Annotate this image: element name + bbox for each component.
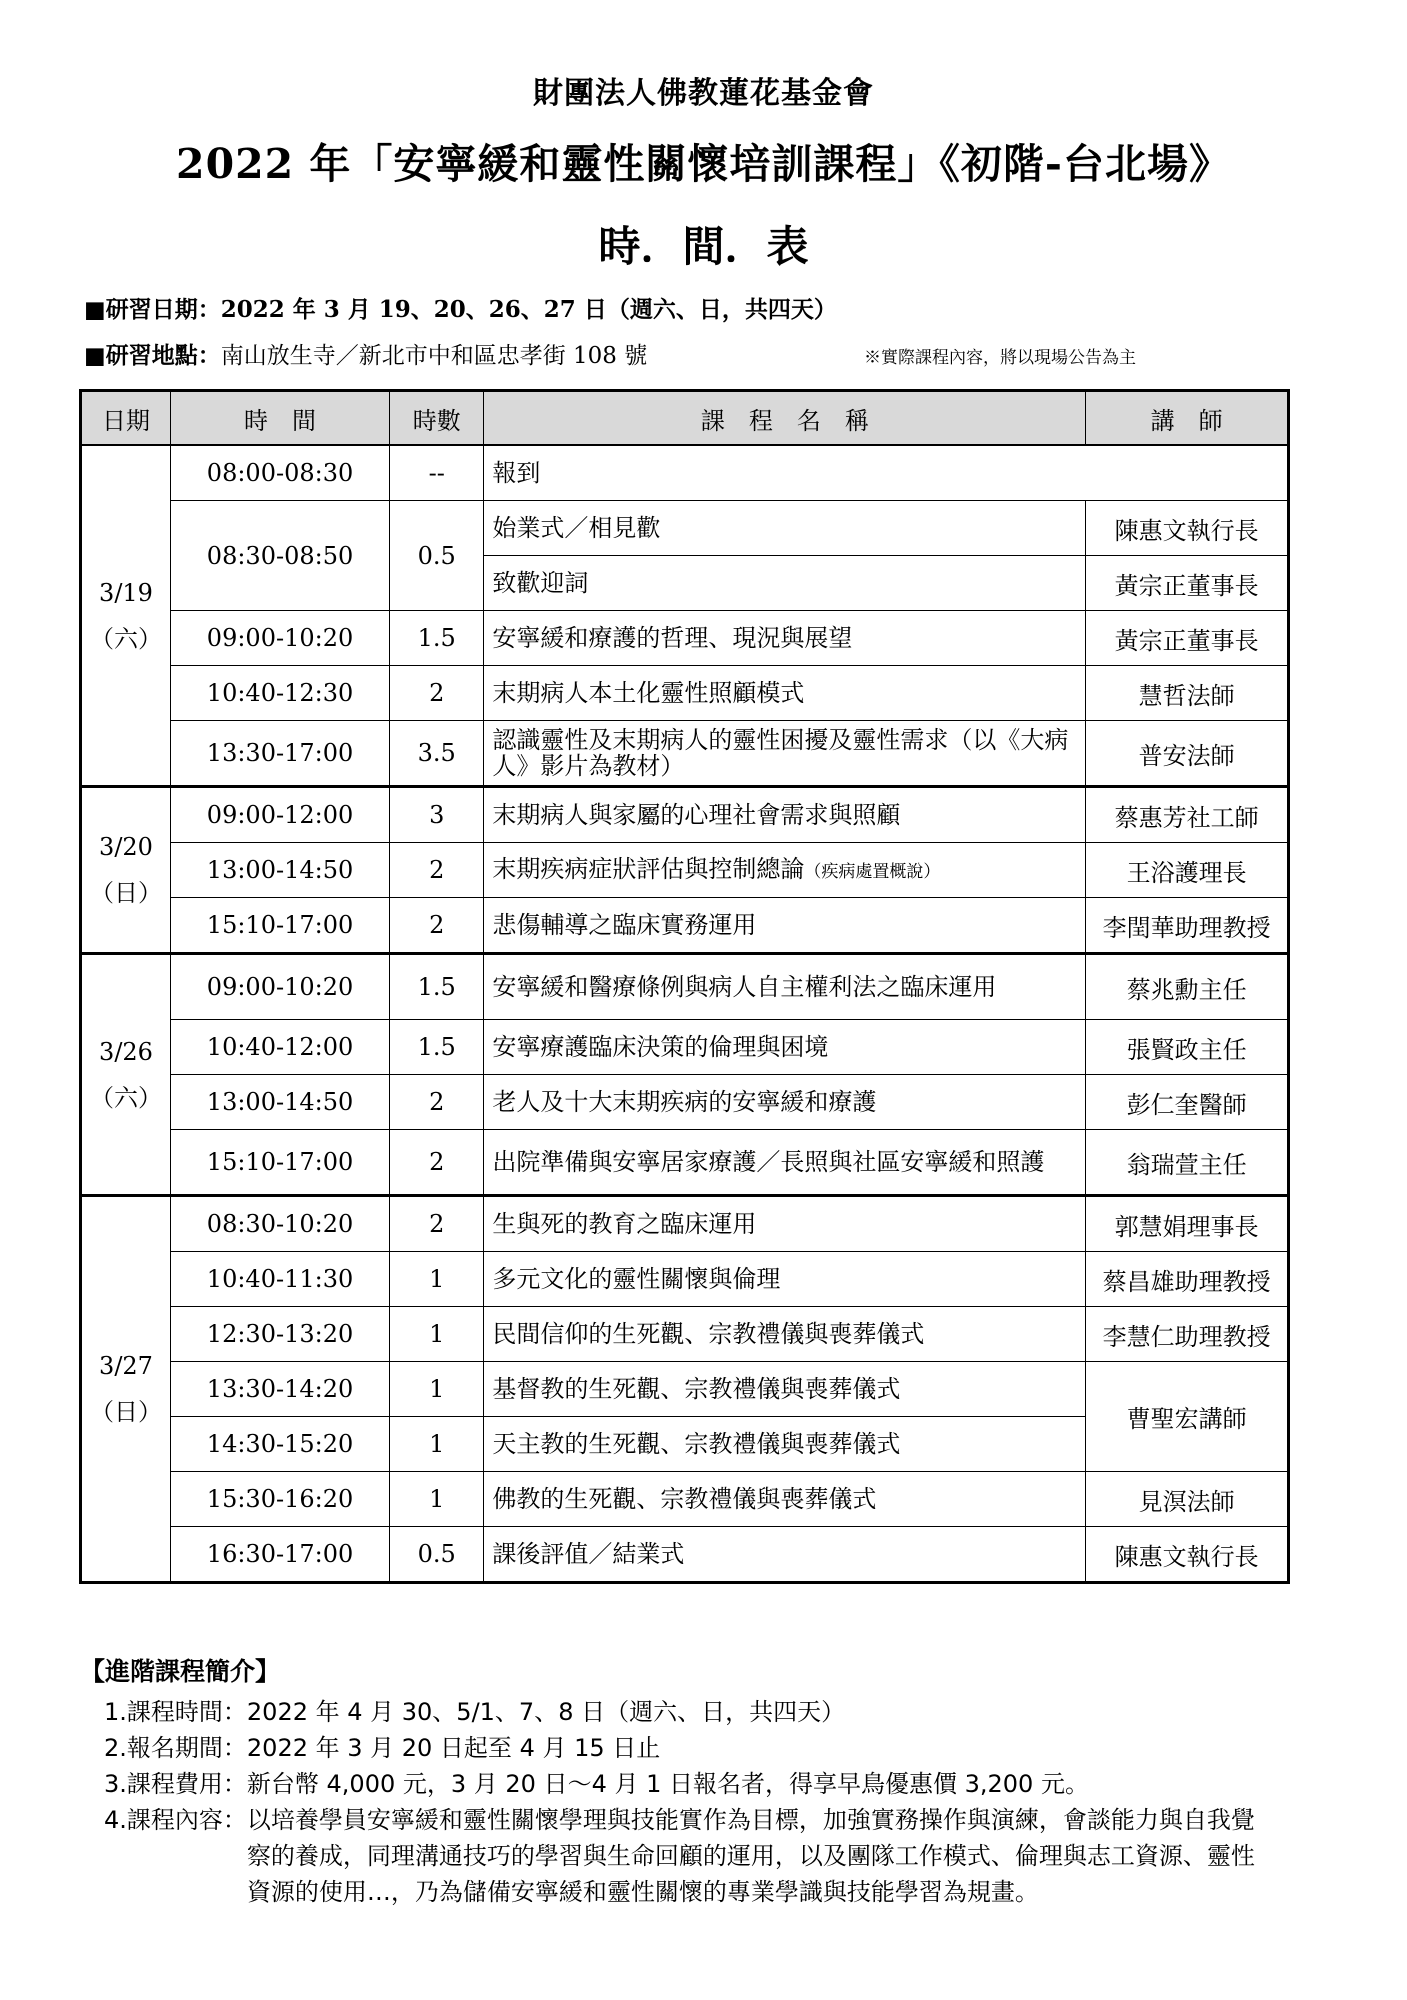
hours-cell: 3.5 (390, 721, 484, 787)
hours-cell: 0.5 (390, 1527, 484, 1583)
time-cell: 09:00-10:20 (171, 611, 390, 666)
header-instructor: 講 師 (1086, 391, 1289, 446)
instructor-cell: 陳惠文執行長 (1086, 1527, 1289, 1583)
time-cell: 10:40-12:00 (171, 1020, 390, 1075)
instructor-cell: 蔡昌雄助理教授 (1086, 1252, 1289, 1307)
day-date: 3/26 (99, 1037, 153, 1066)
training-dates (84, 291, 837, 324)
hours-cell: 1 (390, 1472, 484, 1527)
hours-cell: 2 (390, 1196, 484, 1252)
day-cell (81, 787, 171, 954)
schedule-heading: 時．間．表 (598, 222, 809, 271)
hours-cell: -- (390, 445, 484, 501)
course-cell: 生與死的教育之臨床運用 (484, 1196, 1086, 1252)
header-course: 課 程 名 稱 (484, 391, 1086, 446)
table-row (81, 1196, 1289, 1252)
item-text: 2022 年 3 月 20 日起至 4 月 15 日止 (246, 1734, 661, 1762)
instructor-cell: 李慧仁助理教授 (1086, 1307, 1289, 1362)
header-time: 時 間 (171, 391, 390, 446)
time-cell: 13:30-17:00 (171, 721, 390, 787)
time-cell: 13:30-14:20 (171, 1362, 390, 1417)
day-cell (81, 445, 171, 787)
hours-cell: 0.5 (390, 501, 484, 611)
day-cell (81, 1196, 171, 1583)
table-row (81, 1020, 1289, 1075)
time-cell: 09:00-10:20 (171, 954, 390, 1020)
list-item (104, 1730, 1277, 1766)
item-text: 2022 年 4 月 30、5/1、7、8 日（週六、日，共四天） (246, 1698, 846, 1726)
day-date: 3/27 (99, 1352, 153, 1380)
table-row (81, 1130, 1289, 1196)
instructor-cell: 王浴護理長 (1086, 843, 1289, 898)
item-label: 2.報名期間： (104, 1734, 247, 1762)
course-cell: 安寧療護臨床決策的倫理與困境 (484, 1020, 1086, 1075)
table-row (81, 1472, 1289, 1527)
document-title: 2022 年「安寧緩和靈性關懷培訓課程」《初階-台北場》 (176, 140, 1231, 188)
table-row (81, 954, 1289, 1020)
item-label: 4.課程內容： (104, 1806, 247, 1834)
item-label: 3.課程費用： (104, 1770, 247, 1798)
time-cell: 08:00-08:30 (171, 445, 390, 501)
content-note: ※實際課程內容，將以現場公告為主 (864, 348, 1136, 368)
course-cell: 老人及十大末期疾病的安寧緩和療護 (484, 1075, 1086, 1130)
instructor-cell: 彭仁奎醫師 (1086, 1075, 1289, 1130)
schedule-table (79, 389, 1290, 1584)
instructor-cell: 蔡惠芳社工師 (1086, 787, 1289, 843)
time-cell: 16:30-17:00 (171, 1527, 390, 1583)
course-title: 末期疾病症狀評估與控制總論 (492, 854, 805, 883)
list-item (104, 1802, 1277, 1910)
hours-cell: 1 (390, 1307, 484, 1362)
time-cell: 15:10-17:00 (171, 898, 390, 954)
course-cell: 末期病人本土化靈性照顧模式 (484, 666, 1086, 721)
hours-cell: 1.5 (390, 611, 484, 666)
table-header-row (81, 391, 1289, 446)
table-row (81, 666, 1289, 721)
time-cell: 13:00-14:50 (171, 1075, 390, 1130)
course-cell: 佛教的生死觀、宗教禮儀與喪葬儀式 (484, 1472, 1086, 1527)
instructor-cell: 黃宗正董事長 (1086, 556, 1289, 611)
hours-cell: 1 (390, 1417, 484, 1472)
instructor-cell: 普安法師 (1086, 721, 1289, 787)
time-cell: 10:40-12:30 (171, 666, 390, 721)
table-row (81, 1307, 1289, 1362)
header-date: 日期 (81, 391, 171, 446)
table-row (81, 1527, 1289, 1583)
course-cell: 安寧緩和療護的哲理、現況與展望 (484, 611, 1086, 666)
course-cell: 課後評值／結業式 (484, 1527, 1086, 1583)
course-cell: 末期病人與家屬的心理社會需求與照顧 (484, 787, 1086, 843)
time-cell: 12:30-13:20 (171, 1307, 390, 1362)
time-cell: 10:40-11:30 (171, 1252, 390, 1307)
day-date: 3/20 (99, 833, 153, 861)
course-cell: 始業式／相見歡 (484, 501, 1086, 556)
instructor-cell: 翁瑞萱主任 (1086, 1130, 1289, 1196)
table-row (81, 501, 1289, 556)
time-cell: 15:30-16:20 (171, 1472, 390, 1527)
course-cell: 多元文化的靈性關懷與倫理 (484, 1252, 1086, 1307)
instructor-cell: 曹聖宏講師 (1086, 1362, 1289, 1472)
day-weekday: （日） (90, 879, 162, 907)
course-cell: 悲傷輔導之臨床實務運用 (484, 898, 1086, 954)
time-cell: 15:10-17:00 (171, 1130, 390, 1196)
table-row (81, 843, 1289, 898)
header-hours: 時數 (390, 391, 484, 446)
date-label: ■研習日期： (84, 297, 221, 323)
table-row (81, 1075, 1289, 1130)
advanced-title: 【進階課程簡介】 (80, 1657, 281, 1686)
table-row (81, 1252, 1289, 1307)
place-label: ■研習地點： (84, 343, 221, 369)
course-cell: 民間信仰的生死觀、宗教禮儀與喪葬儀式 (484, 1307, 1086, 1362)
table-row (81, 1362, 1289, 1417)
instructor-cell: 李閏華助理教授 (1086, 898, 1289, 954)
list-item (104, 1766, 1277, 1802)
item-label: 1.課程時間： (104, 1698, 247, 1726)
table-row (81, 445, 1289, 501)
item-text: 以培養學員安寧緩和靈性關懷學理與技能實作為目標，加強實務操作與演練，會談能力與自我覺察的養成，同理溝通技巧的學習與生命回顧的運用，以及團隊工作模式、倫理與志工資源、靈性資源的使用…，乃為儲備安寧緩和靈性關懷的專業學識與技能學習為規畫。 (246, 1806, 1255, 1906)
instructor-cell: 見溟法師 (1086, 1472, 1289, 1527)
training-location (84, 337, 1136, 370)
course-cell: 基督教的生死觀、宗教禮儀與喪葬儀式 (484, 1362, 1086, 1417)
instructor-cell: 黃宗正董事長 (1086, 611, 1289, 666)
organization-name: 財團法人佛教蓮花基金會 (533, 76, 874, 111)
course-note: （疾病處置概說） (804, 861, 941, 882)
instructor-cell: 蔡兆勳主任 (1086, 954, 1289, 1020)
time-cell: 08:30-10:20 (171, 1196, 390, 1252)
course-cell: 認識靈性及末期病人的靈性困擾及靈性需求（以《大病人》影片為教材） (484, 721, 1086, 787)
hours-cell: 3 (390, 787, 484, 843)
day-cell (81, 954, 171, 1196)
hours-cell: 1.5 (390, 1020, 484, 1075)
time-cell: 14:30-15:20 (171, 1417, 390, 1472)
advanced-course-intro (80, 1652, 1277, 1910)
hours-cell: 1.5 (390, 954, 484, 1020)
course-cell: 安寧緩和醫療條例與病人自主權利法之臨床運用 (484, 954, 1086, 1020)
day-date: 3/19 (99, 578, 153, 607)
time-cell: 09:00-12:00 (171, 787, 390, 843)
day-weekday: （六） (90, 624, 162, 653)
hours-cell: 2 (390, 1075, 484, 1130)
table-row (81, 611, 1289, 666)
hours-cell: 2 (390, 666, 484, 721)
table-row (81, 898, 1289, 954)
list-item (104, 1694, 1277, 1730)
table-row (81, 721, 1289, 787)
course-cell: 報到 (484, 445, 1289, 501)
instructor-cell: 陳惠文執行長 (1086, 501, 1289, 556)
course-cell (484, 843, 1086, 898)
time-cell: 13:00-14:50 (171, 843, 390, 898)
course-cell: 出院準備與安寧居家療護／長照與社區安寧緩和照護 (484, 1130, 1086, 1196)
hours-cell: 1 (390, 1252, 484, 1307)
hours-cell: 1 (390, 1362, 484, 1417)
instructor-cell: 張賢政主任 (1086, 1020, 1289, 1075)
instructor-cell: 慧哲法師 (1086, 666, 1289, 721)
place-value: 南山放生寺／新北市中和區忠孝街 108 號 (220, 343, 648, 369)
time-cell: 08:30-08:50 (171, 501, 390, 611)
date-value: 2022 年 3 月 19、20、26、27 日（週六、日，共四天） (220, 296, 837, 323)
course-cell: 天主教的生死觀、宗教禮儀與喪葬儀式 (484, 1417, 1086, 1472)
instructor-cell: 郭慧娟理事長 (1086, 1196, 1289, 1252)
hours-cell: 2 (390, 1130, 484, 1196)
table-row (81, 787, 1289, 843)
course-cell: 致歡迎詞 (484, 556, 1086, 611)
item-text: 新台幣 4,000 元，3 月 20 日～4 月 1 日報名者，得享早鳥優惠價 3,200 元。 (246, 1770, 1089, 1798)
day-weekday: （日） (90, 1398, 162, 1426)
day-weekday: （六） (90, 1083, 162, 1112)
hours-cell: 2 (390, 898, 484, 954)
hours-cell: 2 (390, 843, 484, 898)
